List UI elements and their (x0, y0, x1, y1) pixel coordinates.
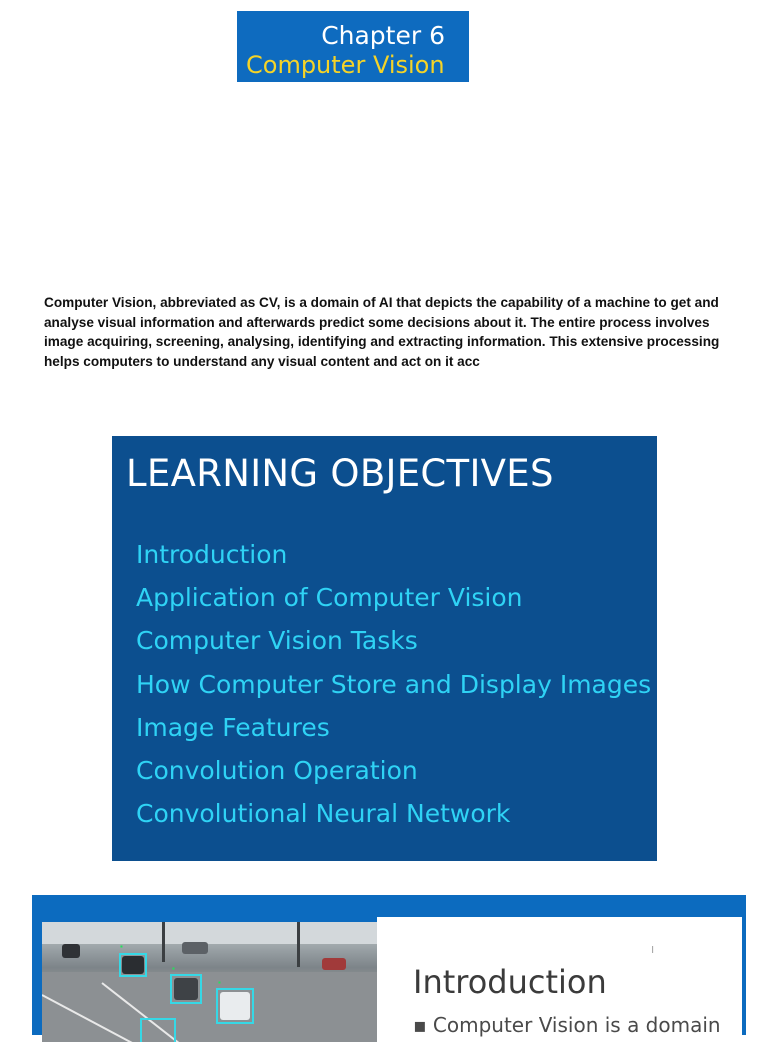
chapter-title: Computer Vision (246, 51, 445, 79)
objective-item: How Computer Store and Display Images (136, 669, 652, 699)
objectives-heading: LEARNING OBJECTIVES (126, 452, 554, 495)
chapter-number: Chapter 6 (321, 21, 445, 50)
detection-tag: ▪ (120, 942, 123, 951)
photo-pole (297, 922, 300, 967)
objective-item: Application of Computer Vision (136, 583, 523, 613)
photo-car (62, 944, 80, 958)
detection-box (216, 988, 254, 1024)
photo-car (182, 942, 208, 954)
objectives-list (136, 538, 651, 840)
chapter-banner (237, 11, 469, 82)
photo-road (42, 972, 377, 1042)
photo-pole (162, 922, 165, 962)
objective-item: Introduction (136, 540, 288, 569)
detection-tag: ▪ (172, 964, 175, 973)
card-mark: I (651, 945, 654, 956)
photo-sky (42, 922, 377, 944)
introduction-card (377, 917, 742, 1047)
card-heading: Introduction (413, 963, 607, 1001)
detection-box (140, 1018, 176, 1042)
learning-objectives-panel (112, 436, 657, 861)
objective-item: Convolution Operation (136, 755, 418, 785)
intro-paragraph: Computer Vision, abbreviated as CV, is a domain of AI that depicts the capability of a machine to get and analyse visual information and afterwards predict some decisions about it. The entire process involves image acquiring, screening, analysing, identifying and extracting information. This extensive processing helps computers to understand any visual content and act on it acc (44, 295, 720, 369)
traffic-detection-image (42, 922, 377, 1042)
detection-box (170, 974, 202, 1004)
introduction-slide (32, 895, 746, 1035)
card-bullet: ▪ Computer Vision is a domain (413, 1013, 721, 1037)
objective-item: Computer Vision Tasks (136, 626, 418, 656)
objective-item: Image Features (136, 712, 330, 742)
photo-car (322, 958, 346, 970)
detection-box (119, 953, 147, 977)
objective-item: Convolutional Neural Network (136, 799, 511, 829)
detection-tag: ▪ (218, 978, 221, 987)
